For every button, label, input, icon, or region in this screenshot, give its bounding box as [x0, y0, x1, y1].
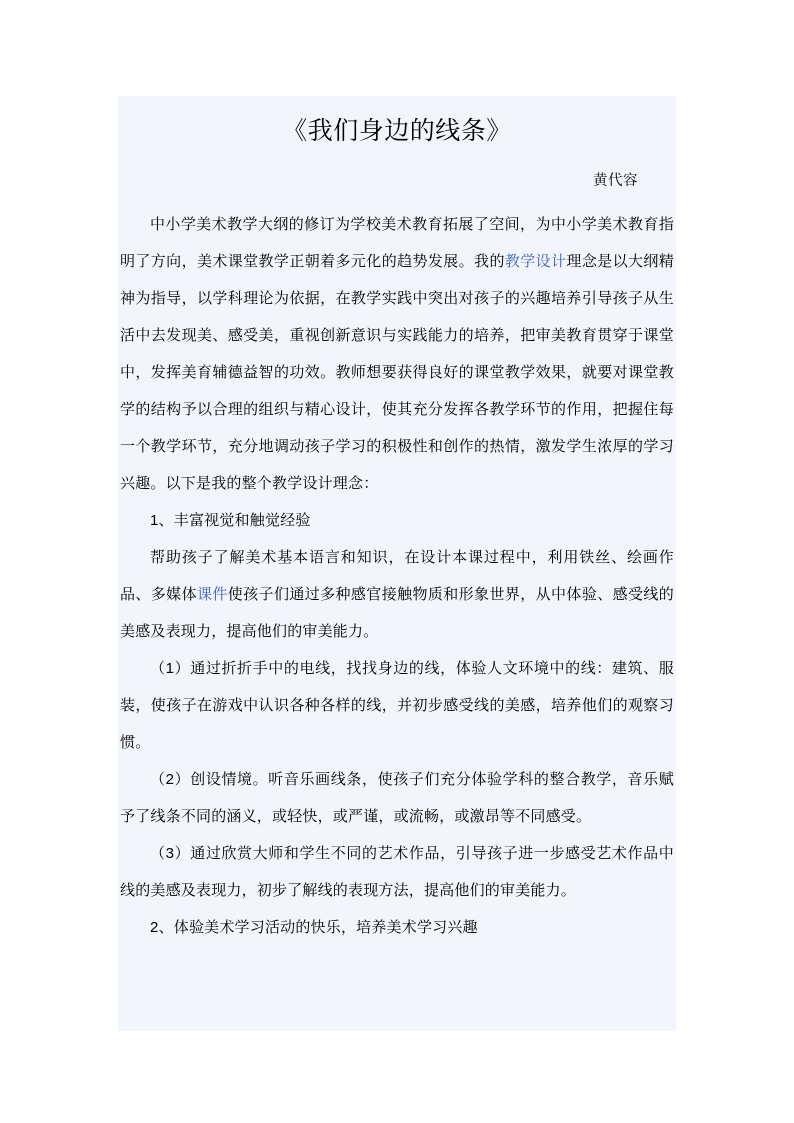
- paragraph: [120, 761, 674, 835]
- page-title: 《我们身边的线条》: [282, 117, 512, 145]
- hyperlink[interactable]: 课件: [196, 586, 228, 603]
- paragraph-text: 使孩子们通过多种感官接触物质和形象世界，从中体验、感受线的美感及表现力，提高他们的审美能力。: [120, 586, 674, 640]
- paragraph-text: 帮助孩子了解美术基本语言和知识，在设计本课过程中，利用铁丝、绘画作品、多媒体: [120, 549, 674, 603]
- paragraph-text: （2）创设情境。听音乐画线条，使孩子们充分体验学科的整合教学，音乐赋予了线条不同的涵义，或轻快，或严谨，或流畅，或激昂等不同感受。: [120, 771, 674, 825]
- paragraph: [120, 192, 674, 502]
- paragraph-text: 1、丰富视觉和触觉经验: [150, 512, 311, 529]
- paragraph: [120, 909, 674, 946]
- paragraph-text: （1）通过折折手中的电线，找找身边的线，体验人文环境中的线：建筑、服装，使孩子在游戏中认识各种各样的线，并初步感受线的美感，培养他们的观察习惯。: [120, 660, 674, 751]
- document-body: [118, 192, 676, 946]
- paragraph: [120, 650, 674, 761]
- hyperlink[interactable]: 教学设计: [504, 253, 567, 270]
- paragraph-text: 理念是以大纲精神为指导，以学科理论为依据，在教学实践中突出对孩子的兴趣培养引导孩子从生活中去发现美、感受美，重视创新意识与实践能力的培养，把审美教育贯穿于课堂中，发挥美育辅德益智的功效。教师想要获得良好的课堂教学效果，就要对课堂教学的结构予以合理的组织与精心设计，使其充分发挥各教学环节的作用，把握住每一个教学环节，充分地调动孩子学习的积极性和创作的热情，激发学生浓厚的学习兴趣。以下是我的整个教学设计理念：: [120, 253, 674, 492]
- paragraph-text: 2、体验美术学习活动的快乐，培养美术学习兴趣: [150, 919, 478, 936]
- author-byline: 黄代容: [593, 173, 638, 189]
- document-content-block: [118, 96, 676, 1031]
- paragraph-text: 中小学美术教学大纲的修订为学校美术教育拓展了空间，为中小学美术教育指明了方向，美术课堂教学正朝着多元化的趋势发展。我的: [120, 216, 674, 270]
- paragraph: [120, 502, 674, 539]
- paragraph: [120, 539, 674, 650]
- paragraph-text: （3）通过欣赏大师和学生不同的艺术作品，引导孩子进一步感受艺术作品中线的美感及表现力，初步了解线的表现方法，提高他们的审美能力。: [120, 845, 674, 899]
- paragraph: [120, 835, 674, 909]
